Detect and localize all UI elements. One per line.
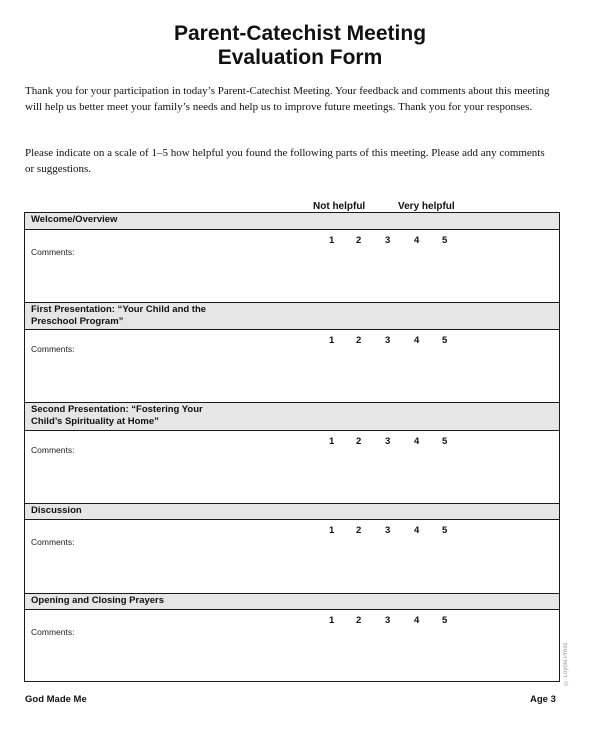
rating-option-4[interactable]: 4: [414, 615, 420, 626]
rating-option-1[interactable]: 1: [329, 335, 335, 346]
rating-option-2[interactable]: 2: [356, 235, 362, 246]
comments-label[interactable]: Comments:: [31, 537, 75, 547]
intro-paragraph: Thank you for your participation in today’s Parent-Catechist Meeting. Your feedback and comments about this meeting will help us better meet your family’s needs and help us to improve future meetings. Thank you for your responses.: [25, 85, 550, 113]
evaluation-section: [25, 213, 559, 302]
section-heading: [25, 302, 559, 330]
rating-scale: [323, 436, 453, 450]
rating-option-1[interactable]: 1: [329, 615, 335, 626]
section-heading-line: Preschool Program”: [31, 316, 124, 327]
footer-age-label: Age 3: [530, 694, 556, 705]
section-heading-line: Welcome/Overview: [31, 214, 118, 225]
rating-option-3[interactable]: 3: [385, 235, 391, 246]
section-heading-line: Discussion: [31, 505, 82, 516]
evaluation-section: [25, 593, 559, 680]
rating-option-5[interactable]: 5: [442, 335, 448, 346]
section-heading: [25, 213, 559, 230]
section-body: [25, 230, 559, 302]
section-heading-line: First Presentation: “Your Child and the: [31, 304, 207, 315]
rating-option-5[interactable]: 5: [442, 615, 448, 626]
rating-option-3[interactable]: 3: [385, 525, 391, 536]
rating-scale: [323, 615, 453, 629]
evaluation-section: [25, 503, 559, 593]
section-body: [25, 610, 559, 680]
rating-option-3[interactable]: 3: [385, 615, 391, 626]
rating-option-5[interactable]: 5: [442, 525, 448, 536]
copyright-watermark: © Loyola Press: [563, 642, 569, 685]
form-title-line-2: Evaluation Form: [217, 46, 383, 69]
scale-low-label: Not helpful: [313, 201, 366, 212]
rating-option-3[interactable]: 3: [385, 335, 391, 346]
rating-option-3[interactable]: 3: [385, 436, 391, 447]
rating-option-5[interactable]: 5: [442, 235, 448, 246]
rating-option-1[interactable]: 1: [329, 235, 335, 246]
section-heading-line: Opening and Closing Prayers: [31, 595, 165, 606]
rating-option-2[interactable]: 2: [356, 615, 362, 626]
section-heading: [25, 503, 559, 520]
rating-scale: [323, 235, 453, 249]
scale-high-label: Very helpful: [398, 201, 455, 212]
section-heading-line: Child’s Spirituality at Home”: [31, 416, 159, 427]
rating-option-4[interactable]: 4: [414, 335, 420, 346]
comments-label[interactable]: Comments:: [31, 445, 75, 455]
rating-option-2[interactable]: 2: [356, 335, 362, 346]
rating-option-1[interactable]: 1: [329, 436, 335, 447]
section-heading-line: Second Presentation: “Fostering Your: [31, 404, 203, 415]
section-heading: [25, 593, 559, 610]
rating-scale: [323, 335, 453, 349]
rating-option-4[interactable]: 4: [414, 235, 420, 246]
comments-label[interactable]: Comments:: [31, 247, 75, 257]
evaluation-section: [25, 402, 559, 503]
rating-option-5[interactable]: 5: [442, 436, 448, 447]
rating-option-1[interactable]: 1: [329, 525, 335, 536]
footer-series-title: God Made Me: [25, 694, 87, 705]
form-title: [0, 22, 600, 70]
instructions-paragraph: Please indicate on a scale of 1–5 how helpful you found the following parts of this meeting. Please add any comments or suggestions.: [25, 147, 545, 175]
section-body: [25, 330, 559, 402]
section-heading: [25, 402, 559, 431]
form-title-line-1: Parent-Catechist Meeting: [173, 22, 427, 45]
rating-scale: [323, 525, 453, 539]
comments-label[interactable]: Comments:: [31, 344, 75, 354]
rating-option-2[interactable]: 2: [356, 525, 362, 536]
rating-option-4[interactable]: 4: [414, 525, 420, 536]
rating-option-2[interactable]: 2: [356, 436, 362, 447]
section-body: [25, 431, 559, 503]
rating-option-4[interactable]: 4: [414, 436, 420, 447]
section-body: [25, 520, 559, 593]
evaluation-table: [24, 212, 560, 682]
comments-label[interactable]: Comments:: [31, 627, 75, 637]
evaluation-section: [25, 302, 559, 402]
